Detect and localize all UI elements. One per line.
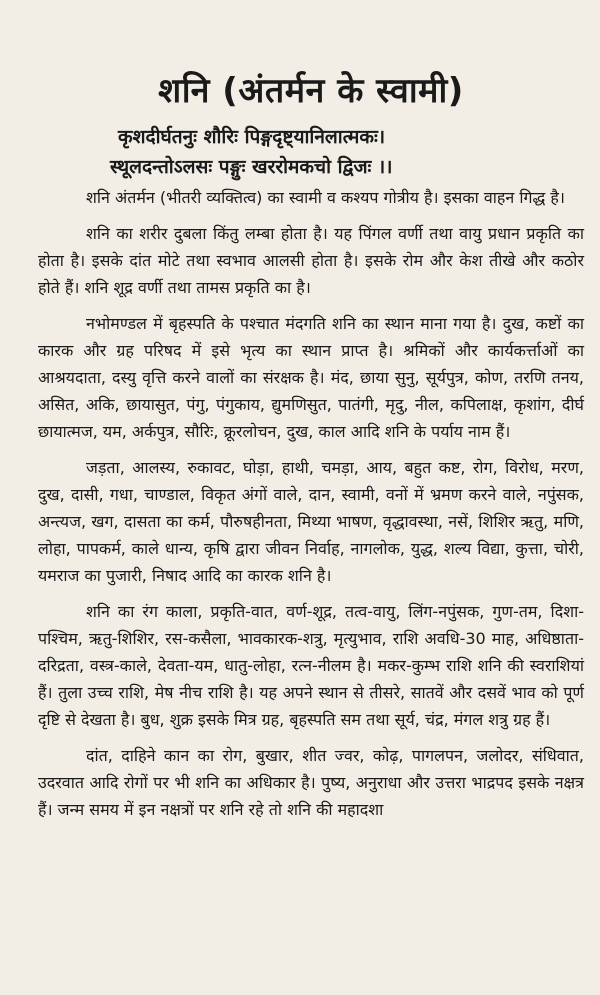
verse-line: स्थूलदन्तोऽलसः पङ्गुः खररोमकचो द्विजः ।। bbox=[110, 156, 393, 178]
sanskrit-verse bbox=[38, 122, 584, 182]
paragraph: दांत, दाहिने कान का रोग, बुखार, शीत ज्वर, कोढ़, पागलपन, जलोदर, संधिवात, उदरवात आदि रोगों पर भी शनि का अधिकार है। पुष्य, अनुराधा और उत्तरा भाद्रपद इसके नक्षत्र हैं। जन्म समय में इन नक्षत्रों पर शनि रहे तो शनि की महादशा bbox=[38, 746, 584, 819]
verse-line: कृशदीर्घतनुः शौरिः पिङ्गदृष्ट्यानिलात्मकः। bbox=[118, 126, 386, 148]
paragraph: नभोमण्डल में बृहस्पति के पश्चात मंदगति शनि का स्थान माना गया है। दुख, कष्टों का कारक और ग्रह परिषद में इसे भृत्य का स्थान प्राप्त है। श्रमिकों और कार्यकर्त्ताओं का आश्रयदाता, दस्यु वृत्ति करने वालों का संरक्षक है। मंद, छाया सुनु, सूर्यपुत्र, कोण, तरणि तनय, असित, अकि, छायासुत, पंगु, पंगुकाय, द्युमणिसुत, पातंगी, मृदु, नील, कपिलाक्ष, कृशांग, दीर्घ छायात्मज, यम, अर्कपुत्र, सौरिः, क्रूरलोचन, दुख, काल आदि शनि के पर्याय नाम हैं। bbox=[38, 314, 584, 441]
paragraph: शनि का रंग काला, प्रकृति-वात, वर्ण-शूद्र, तत्व-वायु, लिंग-नपुंसक, गुण-तम, दिशा-पश्चिम, ऋतु-शिशिर, रस-कसैला, भावकारक-शत्रु, मृत्युभाव, राशि अवधि-30 माह, अधिष्ठाता-दरिद्रता, वस्त्र-काले, देवता-यम, धातु-लोहा, रत्न-नीलम है। मकर-कुम्भ राशि शनि की स्वराशियां हैं। तुला उच्च राशि, मेष नीच राशि है। यह अपने स्थान से तीसरे, सातवें और दसवें भाव को पूर्ण दृष्टि से देखता है। बुध, शुक्र इसके मित्र ग्रह, बृहस्पति सम तथा सूर्य, चंद्र, मंगल शत्रु ग्रह हैं। bbox=[38, 602, 584, 729]
paragraph: शनि अंतर्मन (भीतरी व्यक्तित्व) का स्वामी व कश्यप गोत्रीय है। इसका वाहन गिद्ध है। bbox=[86, 188, 565, 207]
page-title: शनि (अंतर्मन के स्वामी) bbox=[158, 71, 464, 111]
paragraph: जड़ता, आलस्य, रुकावट, घोड़ा, हाथी, चमड़ा, आय, बहुत कष्ट, रोग, विरोध, मरण, दुख, दासी, गधा, चाण्डाल, विकृत अंगों वाले, दान, स्वामी, वनों में भ्रमण करने वाले, नपुंसक, अन्त्यज, खग, दासता का कर्म, पौरुषहीनता, मिथ्या भाषण, वृद्धावस्था, नसें, शिशिर ऋतु, मणि, लोहा, पापकर्म, काले धान्य, कृषि द्वारा जीवन निर्वाह, नागलोक, युद्ध, शल्य विद्या, कुत्ता, चोरी, यमराज का पुजारी, निषाद आदि का कारक शनि है। bbox=[38, 458, 584, 585]
paragraph: शनि का शरीर दुबला किंतु लम्बा होता है। यह पिंगल वर्णी तथा वायु प्रधान प्रकृति का होता है। इसके दांत मोटे तथा स्वभाव आलसी होता है। इसके रोम और केश तीखे और कठोर होते हैं। शनि शूद्र वर्णी तथा तामस प्रकृति का है। bbox=[38, 224, 584, 297]
body-text bbox=[38, 184, 584, 823]
